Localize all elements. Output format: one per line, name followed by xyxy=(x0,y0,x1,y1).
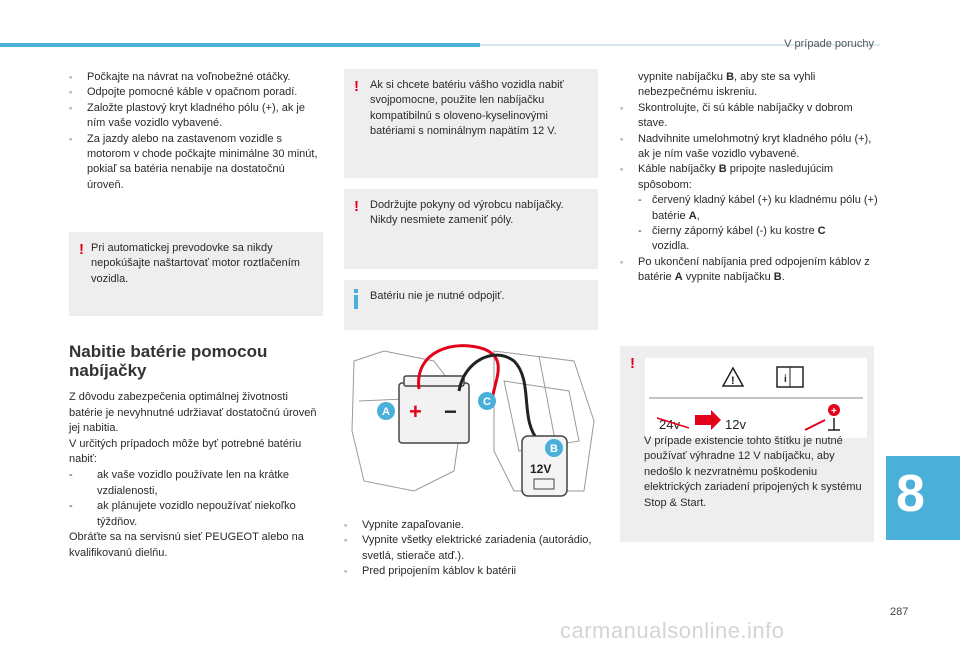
warning-text: V prípade existencie tohto štítku je nutné používať výhradne 12 V nabíjačku, aby nedošlo k nezvratnému poškodeniu elektrických zariadení pripojených k systému Stop & Start. xyxy=(644,435,862,509)
warning-box-polarity xyxy=(344,189,598,269)
label-a: A xyxy=(382,406,390,418)
list-item: ◦ Založte plastový kryt kladného pólu (+), ak je ním vaše vozidlo vybavené. xyxy=(69,101,305,130)
list-item: - červený kladný kábel (+) ku kladnému pólu (+) batérie A, xyxy=(638,194,878,222)
charger-voltage-label: 12V xyxy=(530,462,552,476)
chapter-tab: 8 xyxy=(886,456,960,540)
list-item: ◦ Po ukončení nabíjania pred odpojením káblov z batérie A vypnite nabíjačku B. xyxy=(620,255,870,284)
info-box-disconnect xyxy=(344,280,598,330)
paragraph: Obráťte sa na servisnú sieť PEUGEOT alebo na kvalifikovanú dielňu. xyxy=(69,531,304,559)
col1-bullet-list xyxy=(69,70,324,193)
list-item: ◦ Skontrolujte, či sú káble nabíjačky v dobrom stave. xyxy=(620,101,853,130)
list-item: ◦ Odpojte pomocné káble v opačnom poradí. xyxy=(69,85,324,100)
bullet-icon: ◦ xyxy=(69,133,73,144)
list-item: - ak plánujete vozidlo nepoužívať niekoľko týždňov. xyxy=(69,500,296,528)
bullet-icon: ◦ xyxy=(69,102,73,113)
section-heading: Nabitie batérie pomocou nabíjačky xyxy=(69,342,268,380)
list-item: ◦ Káble nabíjačky B pripojte nasledujúcim spôsobom: xyxy=(620,163,834,191)
svg-text:!: ! xyxy=(731,375,735,387)
col3-text xyxy=(620,70,880,286)
section-title: V prípade poruchy xyxy=(784,38,874,50)
list-item: ◦ Pred pripojením káblov k batérii xyxy=(344,564,599,579)
info-icon xyxy=(352,289,360,309)
label-b: B xyxy=(550,443,558,455)
list-item: ◦ Nadvihnite umelohmotný kryt kladného pólu (+), ak je ním vaše vozidlo vybavené. xyxy=(620,132,872,161)
label-24v: 24v xyxy=(659,417,680,432)
list-item: ◦ Za jazdy alebo na zastavenom vozidle s motorom v chode počkajte minimálne 30 minút, pokiaľ sa batéria nenabije na dostatočnú úroveň. xyxy=(69,132,318,191)
svg-text:i: i xyxy=(784,374,787,385)
info-text: Batériu nie je nutné odpojiť. xyxy=(370,290,505,302)
warning-box-stop-start-label xyxy=(620,346,874,542)
list-item: - ak vaše vozidlo používate len na krátke vzdialenosti, xyxy=(69,468,290,497)
warning-icon: ! xyxy=(354,198,359,215)
bullet-icon: ◦ xyxy=(344,566,348,577)
paragraph: Z dôvodu zabezpečenia optimálnej životnosti batérie je nevyhnutné udržiavať dostatočnú úroveň jej nabitia. xyxy=(69,391,317,435)
warning-text: Dodržujte pokyny od výrobcu nabíjačky. Nikdy nesmiete zameniť póly. xyxy=(370,199,564,227)
list-item: ◦ Vypnite zapaľovanie. xyxy=(344,518,599,533)
bullet-icon: ◦ xyxy=(69,87,73,98)
bullet-icon: ◦ xyxy=(620,133,624,144)
watermark: carmanualsonline.info xyxy=(560,618,785,643)
header-accent-bar xyxy=(0,43,480,47)
bullet-icon: ◦ xyxy=(620,102,624,113)
warning-box-automatic-gearbox xyxy=(69,232,323,316)
paragraph: V určitých prípadoch môže byť potrebné batériu nabiť: xyxy=(69,437,302,466)
warning-text: Pri automatickej prevodovke sa nikdy nepokúšajte naštartovať motor roztlačením vozidla. xyxy=(91,242,300,285)
svg-text:−: − xyxy=(444,399,457,424)
warning-text: Ak si chcete batériu vášho vozidla nabiť svojpomocne, použite len nabíjačku kompatibilnú s oloveno-kyselinovými batériami s nominálnym napätím 12 V. xyxy=(370,79,564,138)
list-item: ◦ Počkajte na návrat na voľnobežné otáčky. xyxy=(69,70,324,85)
continued-text: vypnite nabíjačku B, aby ste sa vyhli nebezpečnému iskreniu. xyxy=(638,71,816,99)
page-number: 287 xyxy=(890,606,909,618)
warning-box-charger-type xyxy=(344,69,598,178)
bullet-icon: ◦ xyxy=(344,535,348,546)
bullet-icon: ◦ xyxy=(69,72,73,82)
bullet-icon: ◦ xyxy=(620,164,624,175)
list-item: ◦ Vypnite všetky elektrické zariadenia (autorádio, svetlá, stierače atď.). xyxy=(344,534,592,562)
svg-text:+: + xyxy=(409,399,422,424)
label-c: C xyxy=(483,396,491,408)
bullet-icon: ◦ xyxy=(620,256,624,267)
bullet-icon: ◦ xyxy=(344,520,348,530)
svg-text:+: + xyxy=(831,406,837,417)
warning-icon: ! xyxy=(79,241,84,258)
body-text xyxy=(69,390,321,562)
list-item: - čierny záporný kábel (-) ku kostre C vozidla. xyxy=(638,225,826,253)
col2-bullet-list xyxy=(344,518,599,580)
warning-icon: ! xyxy=(630,355,635,372)
battery-charger-illustration xyxy=(344,341,598,501)
stop-start-label-illustration xyxy=(645,358,867,438)
warning-icon: ! xyxy=(354,78,359,95)
label-12v: 12v xyxy=(725,417,746,432)
